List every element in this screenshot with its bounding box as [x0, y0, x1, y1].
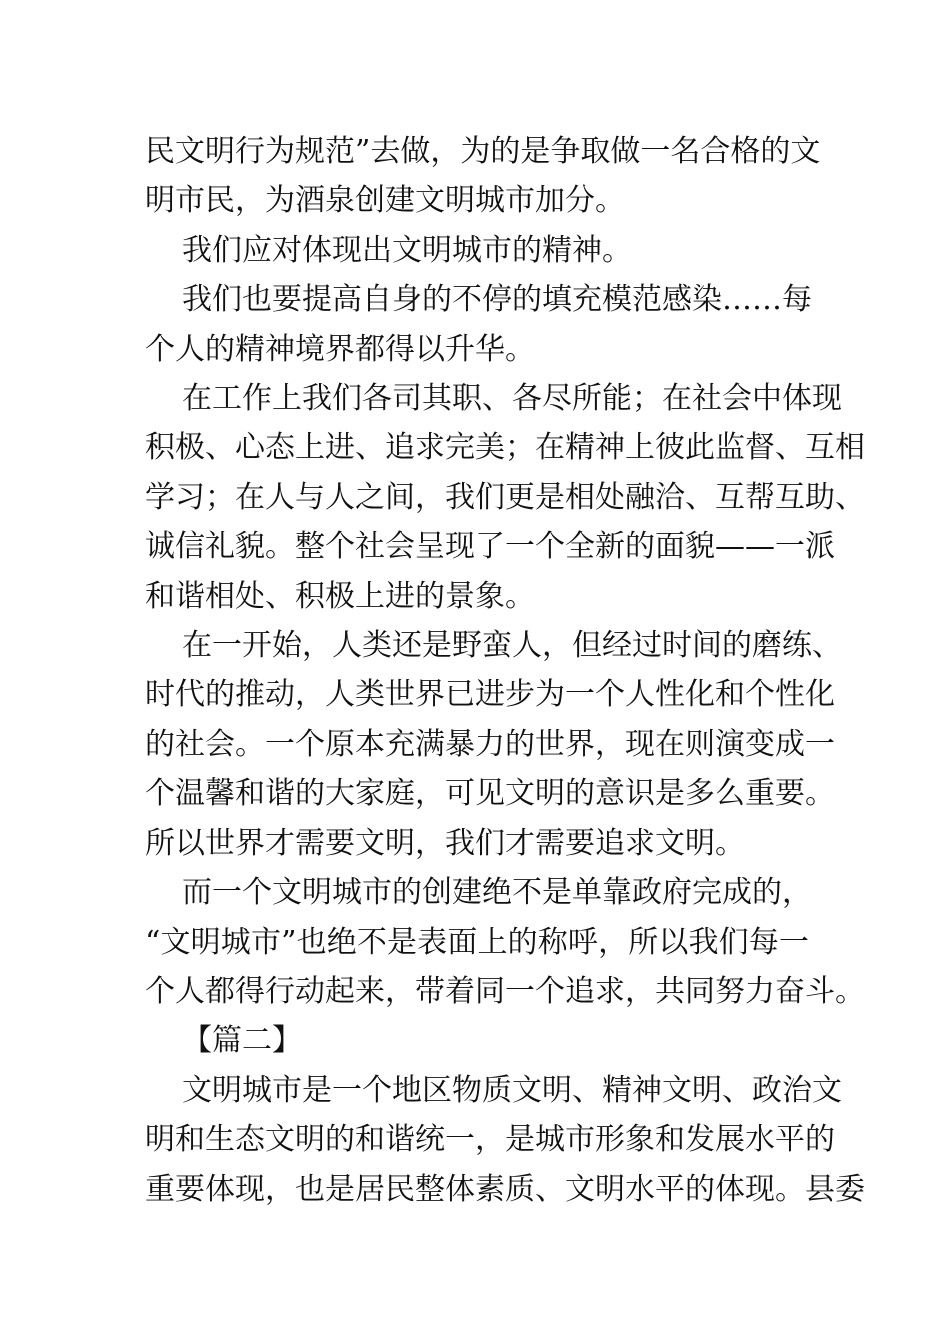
- paragraph-4: [145, 374, 865, 621]
- paragraph-3: [145, 275, 812, 374]
- text-line: 在工作上我们各司其职、各尽所能；在社会中体现: [182, 381, 842, 417]
- text-line: 民文明行为规范”去做，为的是争取做一名合格的文: [145, 134, 821, 169]
- text-line: 的社会。一个原本充满暴力的世界，现在则演变成一: [145, 726, 835, 762]
- text-line: 积极、心态上进、追求完美；在精神上彼此监督、互相: [145, 430, 865, 466]
- text-line: 和谐相处、积极上进的景象。: [145, 578, 535, 614]
- text-line: 重要体现，也是居民整体素质、文明水平的体现。县委: [145, 1171, 865, 1207]
- text-line: 而一个文明城市的创建绝不是单靠政府完成的，: [182, 875, 812, 911]
- text-line: 所以世界才需要文明，我们才需要追求文明。: [145, 825, 745, 861]
- document-body: [145, 127, 865, 1214]
- text-line: 文明城市是一个地区物质文明、精神文明、政治文: [182, 1072, 842, 1108]
- text-line: 我们也要提高自身的不停的填充模范感染……每: [182, 282, 812, 318]
- paragraph-2: [145, 226, 809, 275]
- text-line: 诚信礼貌。整个社会呈现了一个全新的面貌——一派: [145, 529, 835, 565]
- text-line: 明市民，为酒泉创建文明城市加分。: [145, 183, 625, 219]
- text-line: 时代的推动，人类世界已进步为一个人性化和个性化: [145, 677, 835, 713]
- text-line: 个温馨和谐的大家庭，可见文明的意识是多么重要。: [145, 776, 835, 812]
- text-line: 在一开始，人类还是野蛮人，但经过时间的磨练、: [182, 628, 842, 664]
- section-heading: [145, 1016, 809, 1065]
- text-line: “文明城市”也绝不是表面上的称呼，所以我们每一: [145, 924, 809, 960]
- text-line: 我们应对体现出文明城市的精神。: [182, 232, 632, 268]
- paragraph-6: [145, 868, 865, 1016]
- text-line: 学习；在人与人之间，我们更是相处融洽、互帮互助、: [145, 479, 865, 515]
- paragraph-7: [145, 1066, 865, 1214]
- paragraph-5: [145, 621, 842, 868]
- text-line: 个人都得行动起来，带着同一个追求，共同努力奋斗。: [145, 973, 865, 1009]
- text-line: 个人的精神境界都得以升华。: [145, 331, 535, 367]
- text-line: 明和生态文明的和谐统一，是城市形象和发展水平的: [145, 1122, 835, 1158]
- section-heading-text: 【篇二】: [182, 1023, 302, 1059]
- paragraph-1: [145, 127, 821, 226]
